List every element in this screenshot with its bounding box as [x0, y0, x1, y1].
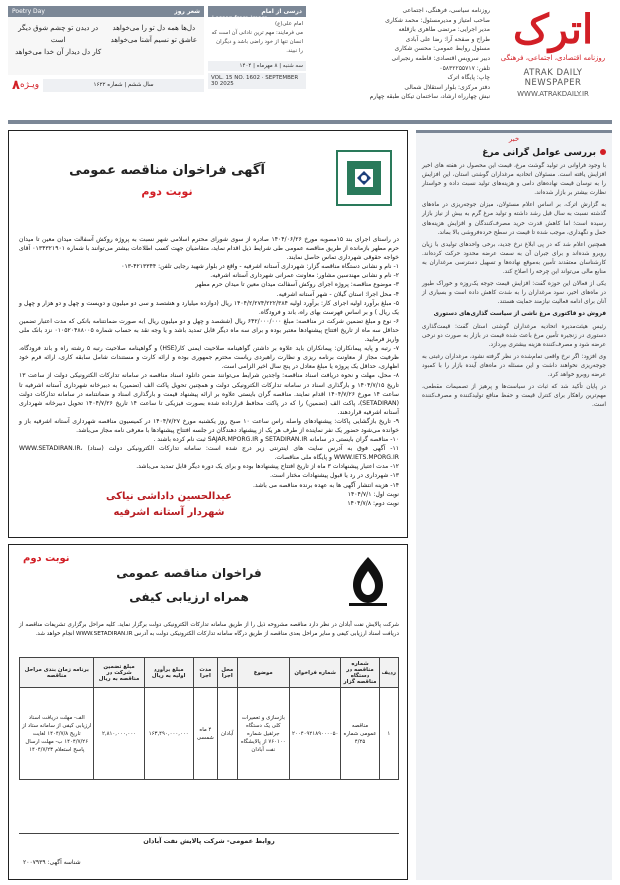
publisher-info-line: نبش چهارراه ارشاد، ساختمان تیکان طبقه چهارم	[369, 93, 490, 101]
article-title[interactable]: بررسی عوامل گرانی مرغ	[416, 145, 612, 162]
tender-table-column-header: مبلغ تضمین شرکت در مناقصه به ریال	[94, 658, 144, 688]
ad-identifier: شناسه آگهی: ۲۰۰۷۹۳۹	[23, 859, 81, 866]
newspaper-logo[interactable]	[494, 6, 612, 118]
tender-clause: ۵- مبلغ برآورد اولیه اجرای کار: برآورد اولیه ۱۴۰۴/۲/۲۷۴/۲۲۲/۳۸۴ ریال (دوازده میلیارد و هشتصد و سی دو میلیون و دویست و چهل و دو هزار و چهل و یک ریال ) و بر اساس فهرست بهای راه، باند و فرودگاه.	[19, 299, 400, 316]
imam-lesson-box	[208, 6, 306, 118]
tender-clause: ۳- موضوع مناقصه: پروژه اجرای روکش آسفالت میدان معین تا میدان حرم مطهر	[195, 281, 399, 289]
tender-clause: در راستای اجرای بند ۱۵مصوبه مورخ ۱۴۰۴/۰۶/۲۶ صادره از سوی شورای محترم اسلامی شهر نسبت به پروژه روکش آسفالت میدان معین تا میدان حرم مطهر بازمانده از طریق مناقصه عمومی طی شرایط ذیل اقدام نماید، متقاضیان جهت کسب اطلاعات بیشتر می‌توانند با شماره ۰۱۳۴۳۲۱۹۰۱ آقای خواجه حقوقی شهرداری تماس حاصل نمایند.	[19, 236, 400, 262]
tender-table-cell: آبادان	[217, 688, 237, 780]
tender-notice-round: نوبت دوم	[141, 185, 193, 198]
tender-table-cell: بازسازی و تعمیرات کلی یک دستگاه جرثقیل شماره ۷۶۰۱۰۰ از پالایشگاه نفت آبادان	[237, 688, 290, 780]
publisher-info-line: دبیر سرویس اقتصادی: فاطمه رنجبرانی	[391, 54, 490, 62]
poem-line: عاشق تو نسیم آشنا می‌خواهد	[110, 36, 198, 44]
tender-clause: ۱- نام و نشانی دستگاه مناقصه گزار: شهرداری آستانه اشرفیه - واقع در بلوار شهید رجایی تلفن: ۴۲۱۳۳۴۴-۰۱۳	[121, 263, 399, 271]
poem-line: در دیدن تو چشم شوق دیگر است	[18, 24, 99, 44]
imam-lesson-header	[208, 6, 306, 22]
masthead	[0, 0, 620, 124]
issue-number: سال ششم | شماره ۱۶۲۲	[43, 79, 204, 92]
tender-table-cell: ۱۶۳,۴۹۰,۰۰۰,۰۰۰	[144, 688, 193, 780]
imam-lesson-label-en: Lesson from Imam	[212, 15, 268, 22]
logo-english: ATRAK DAILY NEWSPAPER	[523, 68, 583, 88]
article-paragraph: همچنین اعلام شد که در پی ابلاغ نرخ جدید، برخی واحدهای تولیدی با زیان روبرو شده‌اند و برای جبران آن به سمت عرضه محدود حرکت کرده‌اند. کارشناسان معتقدند تأمین به‌موقع نهاده‌ها و تسهیل دسترسی مرغداران به منابع مالی می‌تواند این چرخه را اصلاح کند.	[422, 241, 606, 276]
refinery-notice-title	[69, 561, 309, 609]
imam-lesson-text: امام علی(ع) می فرمایند: مهم ترین نادانی آن است که انسان تنها از خود راضی باشد و دیگران را نبیند.	[211, 21, 303, 54]
publisher-info-line: تلفن: ۰۵۸۳۲۲۵۵۷۱۷	[439, 64, 490, 72]
imam-lesson-label: درسی از امام	[261, 8, 302, 15]
poetry-box	[8, 6, 204, 118]
masthead-divider	[8, 120, 612, 124]
logo-subtitle: روزنامه اقتصادی، اجتماعی، فرهنگی	[500, 54, 606, 62]
poem-right-column	[110, 22, 198, 70]
article-paragraph: به گزارش اترک، بر اساس اعلام مسئولان، میزان جوجه‌ریزی در ماه‌های گذشته نسبت به سال قبل رشد داشته و تولید مرغ گرم به بیش از نیاز بازار رسیده است؛ اما کاهش قدرت خرید مصرف‌کنندگان و افزایش هزینه‌های حمل و نگهداری، موجب شده تا قیمت در سطح خرده‌فروشی بالا بماند.	[422, 202, 606, 236]
page-badge	[8, 79, 39, 92]
tender-table-column-header: ردیف	[379, 658, 398, 688]
article-paragraph: با وجود فراوانی در تولید گوشت مرغ، قیمت این محصول در هفته های اخیر افزایش یافته است. مسئولان اتحادیه مرغداران گوشتی استان، این افزایش را به نوسان قیمت نهاده‌های دامی و هزینه‌های تولید نسبت داده و خواستار نظارت بیشتر بر بازار شده‌اند.	[422, 163, 606, 197]
issue-english: VOL. 15 NO. 1602 · SEPTEMBER 30 2025	[208, 73, 306, 89]
tender-table-cell: ۴ ماه شمسی	[193, 688, 217, 780]
logo-url[interactable]: WWW.ATRAKDAILY.IR	[517, 90, 589, 98]
tender-table-header	[20, 658, 399, 688]
poem-line: دل‌ها همه دل تو را می‌خواهد	[112, 24, 196, 32]
refinery-title-line: فراخوان مناقصه عمومی	[116, 566, 262, 580]
poetry-header	[8, 6, 204, 17]
publisher-info	[310, 6, 490, 118]
municipality-emblem-icon	[333, 147, 395, 209]
tender-notice-refinery	[8, 544, 408, 880]
tender-table-column-header: محل اجرا	[217, 658, 237, 688]
article-subheading: فروش دو قاکتوری مرغ ناشی از سیاست گذاری‌های دستوری	[433, 311, 606, 318]
poetry-label: شعر روز	[174, 8, 200, 15]
refinery-notice-footer: روابط عمومی- شرکت پالایش نفت آبادان	[19, 833, 399, 845]
tender-table-cell: ۲۰۰۴۰۹۲۱۸۹۰۰۰۰۵۰	[290, 688, 341, 780]
tender-table-column-header: برنامه زمان بندی مراحل مناقصه	[20, 658, 94, 688]
poem	[8, 17, 204, 75]
tender-clause: ۹- تاریخ بازگشایی پاکات: پیشنهادهای واصله راس ساعت ۱۰ صبح روز یکشنبه مورخ ۱۴۰۴/۷/۲۷ در کمیسیون مناقصه شهرداری آستانه اشرفیه باز و خوانده می‌شود حضور یک نفر نماینده از طرف هر یک از پیشنهاد دهندگان در جلسه افتتاح پیشنهادها با معرفی نامه مجاز می‌باشد.	[19, 417, 399, 434]
issue-date: سه شنبه | ۸ مهرماه | ۱۴۰۴	[208, 61, 306, 71]
publisher-info-line: مسئول روابط عمومی: محسن شکاری	[394, 45, 490, 53]
tender-clause: ۱۴- هزینه انتشار آگهی ها به عهده برنده مناقصه می باشد.	[252, 481, 399, 489]
tender-clause: ۱۲- مدت اعتبار پیشنهادات ۳ ماه از تاریخ افتتاح پیشنهادها بوده و برای یک دوره دیگر قابل تمدید می‌باشد.	[136, 463, 399, 471]
tender-table-cell: الف- مهلت دریافت اسناد ارزیابی کیفی از سامانه ستاد از تاریخ ۱۴۰۴/۷/۸ لغایت ۱۴۰۴/۷/۲۶ ب- مهلت ارسال پاسخ استعلام ۱۴۰۴/۷/۲۳	[20, 688, 94, 780]
tender-notice-title: آگهی فراخوان مناقصه عمومی	[69, 163, 265, 178]
poem-line: کار دل دیدار آن خدا می‌خواهد	[15, 48, 102, 56]
publisher-info-line: دفتر مرکزی: بلوار استقلال شمالی	[404, 83, 490, 91]
article-paragraph: رئیس هیئت‌مدیره اتحادیه مرغداران گوشتی استان گفت: قیمت‌گذاری دستوری در زنجیره تأمین مرغ باعث شده قیمت در بازار به صورت دو نرخی عرضه شود و مصرف‌کننده هزینه بیشتری بپردازد.	[422, 323, 606, 348]
tender-clause: نوبت دوم: ۱۴۰۴/۷/۸	[347, 499, 399, 507]
publisher-info-line: مدیر اجرایی: مرتضی طاهری بازقلعه	[398, 26, 490, 34]
article-paragraph: وی افزود: اگر نرخ واقعی تمام‌شده در نظر گرفته نشود، مرغداران رغبتی به جوجه‌ریزی نخواهند داشت و این مسئله در ماه‌های آینده بازار را با کمبود عرضه روبرو خواهد کرد.	[422, 353, 606, 378]
tender-table-cell: ۱	[379, 688, 398, 780]
tender-clause: ۲- نام و نشانی مهندسین مشاور: معاونت عمرانی شهرداری آستانه اشرفیه.	[210, 272, 399, 280]
article-paragraph: یکی از فعالان این حوزه گفت: افزایش قیمت جوجه یک‌روزه و خوراک طیور در ماه‌های اخیر، سود مرغداران را به شدت کاهش داده است و بسیاری از آنان برای ادامه فعالیت نیازمند حمایت هستند.	[422, 281, 606, 306]
tender-clause: ۱۳- شهرداری در رد یا قبول پیشنهادات مختار است.	[269, 472, 399, 480]
publisher-info-line: چاپ: پایگاه اترک	[447, 74, 490, 82]
tender-table-cell: مناقصه عمومی شماره ۴/۲۵	[341, 688, 379, 780]
article-body	[416, 162, 612, 410]
article-paragraph: در پایان تأکید شد که ثبات در سیاست‌ها و پرهیز از تصمیمات مقطعی، مهم‌ترین راهکار برای کنترل قیمت و حفظ منافع تولیدکننده و مصرف‌کننده است.	[422, 384, 606, 409]
logo-wordmark: اترک	[512, 6, 594, 53]
tender-table-column-header: مدت اجرا	[193, 658, 217, 688]
page-number: ۸	[12, 78, 20, 93]
page-label: ویـژه	[19, 80, 40, 90]
tender-clause: ۷- رتبه و پایه پیمانکاران: پیمانکاران باید علاوه بر داشتن گواهینامه صلاحیت ایمنی کار(HSE) و گواهینامه صلاحیت رتبه ۵ رشته راه و باند فرودگاه، ظرفیت مجاز از معاونت برنامه ریزی و نظارت راهبردی ریاست محترم جمهوری بوده و ارائه کارت و مستندات شامل سابقه کاری، ارائه فرم خود اظهاری، حداقل یک پروژه یا مبلغ معادل در پنج سال اخیر الزامی است.	[19, 345, 400, 371]
poem-left-column	[14, 22, 102, 70]
tender-clause: ۱۰- مناقصه گران بایستی در سامانه SETADIRAN.IR و SAJAR.MPORG.IR ثبت نام کرده باشند .	[153, 436, 399, 444]
tender-table-cell: ۲,۸۱۰,۰۰۰,۰۰۰	[94, 688, 144, 780]
tender-table-column-header: شماره مناقصه در دستگاه مناقصه گزار	[341, 658, 379, 688]
signer-title: شهردار آستانه اشرفیه	[113, 507, 225, 518]
tender-table-column-header: مبلغ برآورد اولیه به ریال	[144, 658, 193, 688]
signer-name: عبدالحسین داداشی نیاکی	[106, 491, 232, 502]
tender-table-column-header: موضوع	[237, 658, 290, 688]
tender-clause: ۶- نوع و مبلغ تضمین شرکت در مناقصه: مبلغ ۶۴۲/۰۰۰/۰۰۰ ریال (ششصد و چهل و دو میلیون ریال )به صورت ضمانتنامه بانکی که مدت اعتبار تضمین حداقل سه ماه از تاریخ افتتاح پیشنهادها معتبر بوده و برای سه ماه دیگر قابل تمدید باشد و یا وجه نقد به حساب شماره ۰۱۰۵۲۰۴۸۸۰۰۵ نزد بانک ملی واریز فرمایید.	[19, 317, 400, 344]
news-article	[416, 130, 612, 880]
tender-table	[19, 657, 399, 780]
tender-clause: ۴- محل اجرا: استان گیلان - شهر آستانه اشرفیه.	[276, 290, 399, 298]
publisher-info-line: صاحب امتیاز و مدیرمسئول: محمد شکاری	[385, 16, 490, 24]
tender-signature	[89, 489, 249, 521]
poetry-label-en: Poetry Day	[12, 8, 45, 15]
issue-strip	[8, 79, 204, 92]
oil-refinery-logo-icon	[339, 553, 397, 609]
article-kicker: خبر	[508, 135, 520, 143]
refinery-notice-intro: شرکت پالایش نفت آبادان در نظر دارد مناقصه مشروحه ذیل را از طریق سامانه تدارکات الکترونیکی دولت برگزار نماید. کلیه مراحل برگزاری تشریفات مناقصه از دریافت اسناد ارزیابی کیفی و سایر مراحل بعدی مناقصه از طریق درگاه سامانه تدارکات الکترونیکی دولت به آدرس WWW.SETADIRAN.IR انجام خواهد شد.	[19, 622, 399, 637]
tender-notice-header	[17, 137, 401, 229]
refinery-title-line: همراه ارزیابی کیفی	[129, 590, 249, 604]
refinery-notice-round: نوبت دوم	[23, 553, 70, 564]
tender-clause: نوبت اول: ۱۴۰۴/۷/۱	[347, 490, 399, 498]
tender-clause: ۱۱- آگهی فوق به آدرس سایت های اینترنتی زیر درج شده است: سامانه تدارکات الکترونیکی دولت (ستاد) WWW.SETADIRAN.IR، WWW.IETS.MPORG.IR و پایگاه ملی مناقصات.	[19, 445, 399, 462]
publisher-info-line: طراح و صفحه آرا: رضا علی آبادی	[405, 35, 490, 43]
publisher-info-line: روزنامه سیاسی، فرهنگی، اجتماعی	[402, 7, 490, 14]
tender-clause: ۸- محل، مهلت و نحوه دریافت اسناد مناقصه: واجدین شرایط می‌توانند ضمن دانلود اسناد مناقصه در سامانه تدارکات الکترونیکی دولت از ساعت ۱۳ تاریخ ۱۴۰۴/۷/۱۵ و بارگذاری اسناد در سامانه تدارکات الکترونیکی دولت و همچنین تحویل پاکت الف (تضمین) به دبیرخانه شهرداری آستانه اشرفیه تا ساعت ۱۴ مورخ ۱۴۰۴/۷/۲۶ اقدام نمایند. مناقصه گران بایستی علاوه بر ارائه پیشنهاد قیمت و بارگذاری اسناد و ضمانتنامه در سامانه تدارکات دولت (SETADIRAN)، پاکت الف (تضمین) را که در پاکت محافظ قرارداده شده بصورت فیزیکی تا ساعت ۱۴ تاریخ ۱۴۰۴/۷/۲۶ تحویل دبیرخانه شهرداری آستانه اشرفیه قراردهند.	[19, 372, 400, 416]
tender-table-column-header: شماره فراخوان	[290, 658, 341, 688]
tender-table-row	[20, 688, 399, 780]
tender-notice-municipality	[8, 130, 408, 538]
